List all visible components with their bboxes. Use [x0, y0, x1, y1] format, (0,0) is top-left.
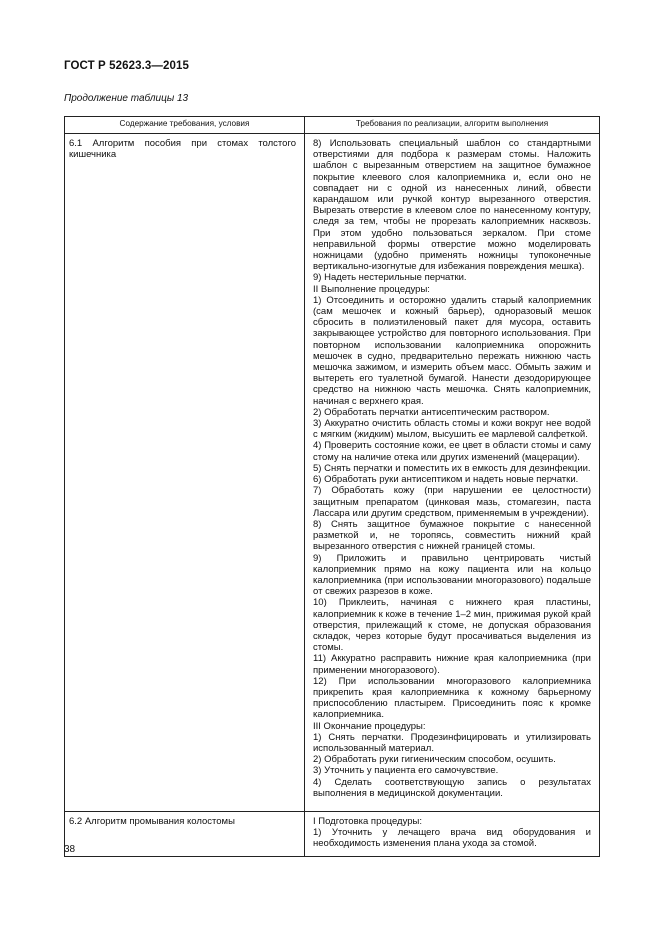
step-item: 2) Обработать руки гигиеническим способом, осушить.	[313, 754, 556, 766]
step-item: 9) Надеть нестерильные перчатки.	[313, 272, 467, 284]
step-item: 4) Сделать соответствующую запись о результатах выполнения в медицинской документации.	[313, 776, 591, 799]
step-item: 3) Уточнить у пациента его самочувствие.	[313, 765, 499, 777]
step-item: 5) Снять перчатки и поместить их в емкость для дезинфекции.	[313, 462, 591, 474]
step-item: 9) Приложить и правильно центрировать чистый калоприемник прямо на кожу пациента или на кольцо калоприемника (при использовании многоразового) подальше от свежих разрезов в коже.	[313, 552, 591, 598]
step-item: 10) Приклеить, начиная с нижнего края пластины, калоприемник к коже в течение 1–2 мин, прижимая рукой край отверстия, прилежащий к стоме, не допуская образования складок, через которые будут просачиваться выделения из стомы.	[313, 597, 591, 654]
step-item: 1) Уточнить у лечащего врача вид оборудования и необходимость изменения плана ухода за стомой.	[313, 827, 591, 850]
step-item: 1) Снять перчатки. Продезинфицировать и утилизировать использованный материал.	[313, 731, 591, 754]
table-body	[65, 134, 600, 857]
step-item: I Подготовка процедуры:	[313, 815, 422, 827]
implementation-cell	[305, 811, 600, 856]
step-item: 11) Аккуратно расправить нижние края калоприемника (при применении многоразового).	[313, 653, 591, 676]
table-row	[65, 811, 600, 856]
column-header-implementation: Требования по реализации, алгоритм выполнения	[305, 117, 600, 134]
table-header-row	[65, 117, 600, 134]
requirements-table	[64, 116, 600, 857]
step-item: III Окончание процедуры:	[313, 720, 426, 732]
table-continuation-label: Продолжение таблицы 13	[64, 93, 189, 104]
step-item: II Выполнение процедуры:	[313, 283, 430, 295]
page-number: 38	[64, 844, 76, 855]
step-item: 2) Обработать перчатки антисептическим раствором.	[313, 406, 550, 418]
step-item: 3) Аккуратно очистить область стомы и кожи вокруг нее водой с мягким (жидким) мылом, высушить ее марлевой салфеткой.	[313, 418, 591, 441]
condition-cell	[65, 134, 305, 812]
step-item: 12) При использовании многоразового калоприемника прикрепить края калоприемника к кожному барьерному приспособлению пластырем. Присоединить пояс к кромке калоприемника.	[313, 675, 591, 721]
step-item: 4) Проверить состояние кожи, ее цвет в области стомы и саму стому на наличие отека или других изменений (мацерации).	[313, 440, 591, 463]
step-item: 1) Отсоединить и осторожно удалить старый калоприемник (сам мешочек и кожный барьер), одноразовый мешок сбросить в полиэтиленовый пакет для мусора, оставить закрывающее устройство для повторного использования. При повторном использовании калоприемника опорожнить мешочек в судно, предварительно пережать нижнюю часть мешочка зажимом, и измерить объем масс. Обмыть зажим и вытереть его туалетной бумагой. Нанести дезодорирующее средство на нижнюю часть мешочка. Снять калоприемник, начиная с верхнего края.	[313, 294, 591, 407]
table-row	[65, 134, 600, 812]
step-item: 8) Снять защитное бумажное покрытие с нанесенной разметкой и, не торопясь, совместить нижний край вырезанного отверстия с нижней границей стомы.	[313, 518, 591, 553]
implementation-cell	[305, 134, 600, 812]
step-item: 6) Обработать руки антисептиком и надеть новые перчатки.	[313, 474, 579, 486]
condition-text: 6.1 Алгоритм пособия при стомах толстого кишечника	[69, 138, 296, 161]
condition-text: 6.2 Алгоритм промывания колостомы	[69, 815, 235, 827]
step-item: 7) Обработать кожу (при нарушении ее целостности) защитным препаратом (цинковая мазь, стомагезин, паста Лассара или другим средством, применяемым в учреждении).	[313, 485, 591, 519]
step-item: 8) Использовать специальный шаблон со стандартными отверстиями для подбора к размерам стомы. Наложить шаблон с вырезанным отверстием на защитное бумажное покрытие клеевого слоя калоприемника и, если оно не совпадает ни с одной из нанесенных линий, обвести карандашом или ручкой контур вырезанного отверстия. Вырезать отверстие в клеевом слое по нанесенному контуру, следя за тем, чтобы не прорезать калоприемник насквозь. При этом удобно пользоваться зеркалом. При стоме неправильной формы отверстие можно моделировать ножницами (удобно применять ножницы тупоконечные вертикально-изогнутые для избежания повреждения мешка).	[313, 138, 591, 273]
document-header: ГОСТ Р 52623.3—2015	[64, 60, 189, 72]
column-header-condition: Содержание требования, условия	[65, 117, 305, 134]
condition-cell	[65, 811, 305, 856]
